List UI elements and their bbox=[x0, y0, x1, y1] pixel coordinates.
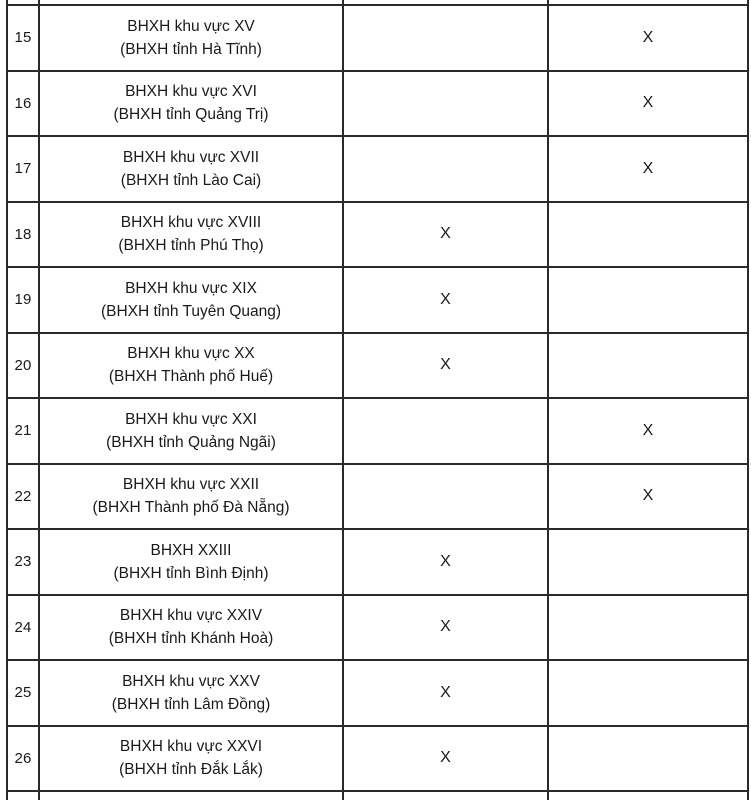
region-name-cell bbox=[39, 202, 343, 268]
mark-cell-col4: X bbox=[548, 5, 748, 71]
region-name-cell bbox=[39, 726, 343, 792]
mark-cell-col4: X bbox=[548, 398, 748, 464]
mark-cell-col3: X bbox=[343, 595, 548, 661]
mark-cell-col4 bbox=[548, 267, 748, 333]
row-number: 20 bbox=[7, 333, 39, 399]
mark-cell-col3: X bbox=[343, 529, 548, 595]
region-province: (BHXH tỉnh Tuyên Quang) bbox=[100, 302, 282, 320]
region-name-cell bbox=[39, 595, 343, 661]
region-name: BHXH khu vực XIX bbox=[125, 279, 257, 297]
mark-cell-col4 bbox=[548, 202, 748, 268]
table-row bbox=[7, 136, 748, 202]
mark-cell-col3: X bbox=[343, 660, 548, 726]
mark-cell-col3: X bbox=[343, 333, 548, 399]
mark-cell-col4 bbox=[548, 595, 748, 661]
region-name: BHXH khu vực XXII bbox=[122, 476, 260, 494]
row-number: 16 bbox=[7, 71, 39, 137]
region-name-cell bbox=[39, 71, 343, 137]
row-number: 21 bbox=[7, 398, 39, 464]
mark-cell-col3: X bbox=[343, 202, 548, 268]
clipped-cell bbox=[343, 791, 548, 800]
region-province: (BHXH tỉnh Phú Thọ) bbox=[118, 237, 264, 255]
mark-cell-col4: X bbox=[548, 464, 748, 530]
mark-cell-col3 bbox=[343, 5, 548, 71]
row-number: 23 bbox=[7, 529, 39, 595]
region-province: (BHXH tỉnh Quảng Ngãi) bbox=[106, 433, 276, 451]
table-row bbox=[7, 595, 748, 661]
table-row bbox=[7, 660, 748, 726]
table-row bbox=[7, 398, 748, 464]
table-row bbox=[7, 71, 748, 137]
table-row bbox=[7, 5, 748, 71]
mark-cell-col4 bbox=[548, 529, 748, 595]
region-province: (BHXH tỉnh Quảng Trị) bbox=[113, 106, 269, 124]
mark-cell-col4: X bbox=[548, 71, 748, 137]
mark-cell-col3 bbox=[343, 398, 548, 464]
table-row bbox=[7, 267, 748, 333]
row-number: 24 bbox=[7, 595, 39, 661]
region-province: (BHXH tỉnh Đắk Lắk) bbox=[119, 761, 263, 779]
region-name-cell bbox=[39, 398, 343, 464]
region-province: (BHXH Thành phố Đà Nẵng) bbox=[92, 499, 290, 517]
region-province: (BHXH tỉnh Khánh Hoà) bbox=[108, 630, 274, 648]
clipped-cell bbox=[548, 791, 748, 800]
region-name-cell bbox=[39, 136, 343, 202]
region-name-cell bbox=[39, 267, 343, 333]
mark-cell-col3 bbox=[343, 464, 548, 530]
mark-cell-col4: X bbox=[548, 136, 748, 202]
table-row bbox=[7, 529, 748, 595]
mark-cell-col4 bbox=[548, 660, 748, 726]
region-name: BHXH khu vực XXV bbox=[122, 672, 260, 690]
table-row bbox=[7, 726, 748, 792]
table-row bbox=[7, 333, 748, 399]
region-name-cell bbox=[39, 5, 343, 71]
mark-cell-col3 bbox=[343, 136, 548, 202]
region-name: BHXH khu vực XX bbox=[127, 345, 255, 363]
region-province: (BHXH tỉnh Hà Tĩnh) bbox=[120, 40, 262, 58]
bhxh-region-table bbox=[6, 0, 749, 800]
row-number: 19 bbox=[7, 267, 39, 333]
row-number: 17 bbox=[7, 136, 39, 202]
clipped-cell bbox=[7, 791, 39, 800]
clipped-cell bbox=[39, 791, 343, 800]
region-province: (BHXH tỉnh Bình Định) bbox=[113, 564, 269, 582]
row-number: 15 bbox=[7, 5, 39, 71]
region-name-cell bbox=[39, 333, 343, 399]
region-name: BHXH khu vực XXIV bbox=[119, 607, 263, 625]
row-number: 26 bbox=[7, 726, 39, 792]
row-number: 18 bbox=[7, 202, 39, 268]
region-name-cell bbox=[39, 464, 343, 530]
region-name: BHXH khu vực XVII bbox=[122, 148, 260, 166]
table-row bbox=[7, 464, 748, 530]
region-name-cell bbox=[39, 660, 343, 726]
region-province: (BHXH tỉnh Lào Cai) bbox=[120, 171, 262, 189]
region-name: BHXH khu vực XVIII bbox=[120, 214, 262, 232]
region-name: BHXH khu vực XXI bbox=[125, 410, 257, 428]
region-name: BHXH khu vực XXVI bbox=[119, 738, 263, 756]
row-number: 22 bbox=[7, 464, 39, 530]
region-name: BHXH khu vực XV bbox=[127, 17, 255, 35]
mark-cell-col4 bbox=[548, 726, 748, 792]
clipped-row-below bbox=[7, 791, 748, 800]
region-province: (BHXH Thành phố Huế) bbox=[108, 368, 274, 386]
region-name: BHXH khu vực XVI bbox=[125, 83, 257, 101]
mark-cell-col3: X bbox=[343, 726, 548, 792]
mark-cell-col4 bbox=[548, 333, 748, 399]
table-row bbox=[7, 202, 748, 268]
region-name: BHXH XXIII bbox=[150, 541, 232, 559]
region-province: (BHXH tỉnh Lâm Đồng) bbox=[111, 695, 271, 713]
mark-cell-col3: X bbox=[343, 267, 548, 333]
row-number: 25 bbox=[7, 660, 39, 726]
mark-cell-col3 bbox=[343, 71, 548, 137]
region-name-cell bbox=[39, 529, 343, 595]
